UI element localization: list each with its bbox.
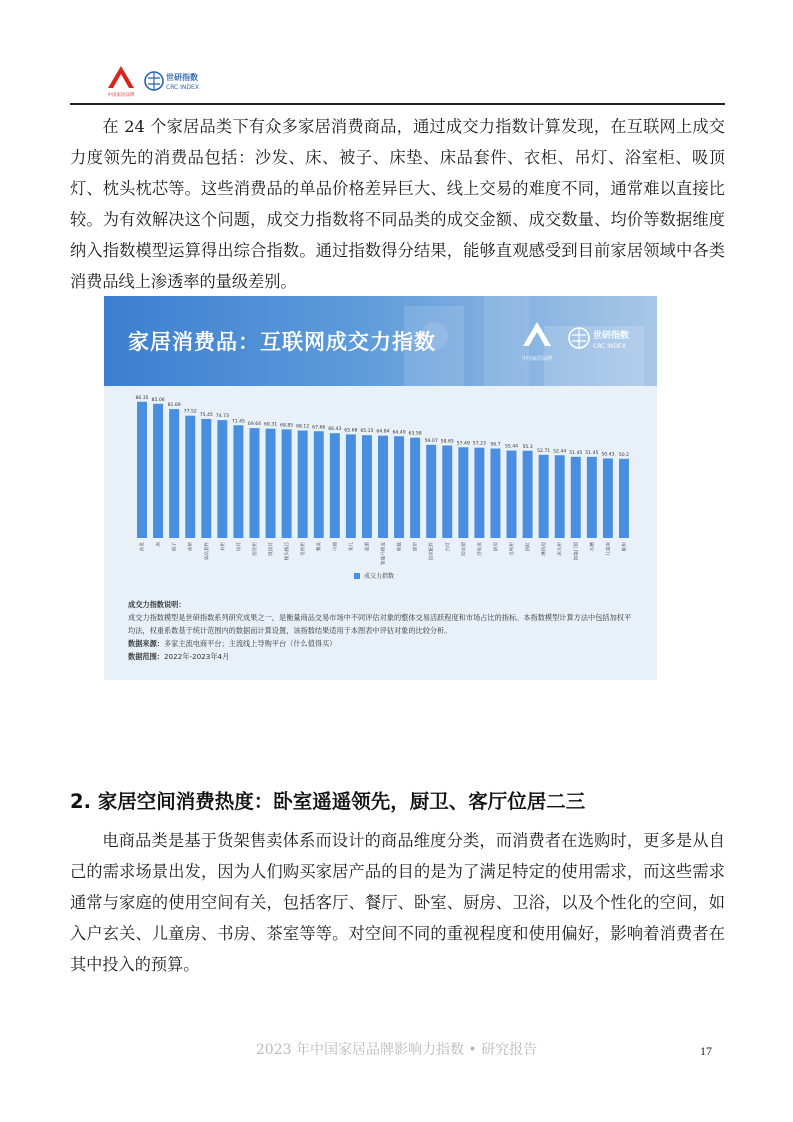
- bar: [394, 436, 404, 538]
- category-tick-label: 鞋柜: [622, 542, 628, 552]
- category-tick-label: 床: [156, 542, 162, 547]
- category-tick-label: 花洒: [365, 542, 371, 552]
- bar: [442, 445, 452, 538]
- bar: [458, 447, 468, 538]
- bar-value-label: 50.2: [618, 452, 630, 458]
- bar-value-label: 65.68: [344, 428, 358, 434]
- section-heading: 2. 家居空间消费热度：卧室遥遥领先，厨卫、客厅位居二三: [70, 790, 586, 813]
- logo-right-sub: CRC INDEX: [166, 84, 199, 91]
- category-tick-label: 电视柜: [510, 542, 516, 556]
- bar-value-label: 57.49: [456, 441, 470, 447]
- bar-value-label: 55.3: [522, 444, 533, 450]
- bar-value-label: 74.73: [215, 414, 229, 420]
- bar-value-label: 75.45: [199, 412, 213, 418]
- bar: [185, 416, 195, 538]
- chart-title: 家居消费品：互联网成交力指数: [128, 330, 436, 354]
- bar: [250, 428, 260, 538]
- category-tick-label: 餐桌: [317, 542, 323, 552]
- bar-value-label: 85.06: [151, 397, 165, 403]
- bar: [603, 458, 613, 538]
- bar-value-label: 52.44: [553, 449, 567, 455]
- bar: [523, 451, 533, 538]
- bar: [153, 404, 163, 538]
- note-label: 成交力指数说明：: [128, 600, 186, 609]
- section-paragraph: 电商品类是基于货架售卖体系而设计的商品维度分类，而消费者在选购时，更多是从自己的需求场景出发，因为人们购买家居产品的目的是为了满足特定的使用需求，而这些需求通常与家庭的使用空间有关，包括客厅、餐厅、卧室、厨房、卫浴，以及个性化的空间，如入户玄关、儿童房、书房、茶室等等。对空间不同的重视程度和使用偏好，影响着消费者在其中投入的预算。: [70, 831, 725, 974]
- bar-value-label: 56.7: [490, 442, 501, 448]
- banner-logo-right-text: 世研指数: [593, 331, 630, 341]
- bar: [298, 431, 308, 538]
- category-tick-label: 电视柜: [301, 542, 307, 556]
- category-tick-label: 沙发: [140, 542, 146, 552]
- legend-swatch: [354, 573, 360, 579]
- bar: [201, 419, 211, 538]
- bar: [169, 409, 179, 538]
- bar: [426, 445, 436, 538]
- category-tick-label: 窗帘: [413, 542, 419, 552]
- bar-value-label: 64.49: [392, 430, 406, 436]
- bar-value-label: 57.23: [472, 441, 486, 447]
- legend-label: 成交力指数: [364, 573, 395, 580]
- banner-logos: [517, 318, 637, 366]
- bar: [571, 457, 581, 538]
- chart-figure: [104, 296, 657, 680]
- bar: [587, 457, 597, 538]
- bar-value-label: 58.65: [440, 439, 454, 445]
- bar: [378, 436, 388, 538]
- bar-value-label: 50.43: [601, 452, 615, 458]
- bar: [362, 435, 372, 538]
- bar-value-label: 71.45: [231, 419, 245, 425]
- category-tick-label: 地毯: [397, 542, 403, 552]
- bar: [619, 459, 629, 538]
- bar-value-label: 66.43: [328, 427, 342, 433]
- banner-logo-left-text: 中国家居品牌: [521, 356, 553, 362]
- range-text: 2022年-2023年4月: [163, 652, 230, 661]
- chart-banner: [104, 296, 657, 386]
- header-rule: [70, 103, 725, 105]
- category-tick-label: 床品套件: [204, 542, 210, 561]
- footer-report-title: 2023 年中国家居品牌影响力指数 • 研究报告: [255, 1042, 538, 1058]
- category-tick-label: 浴缸: [526, 542, 532, 552]
- logo-right-text: 世研指数: [166, 73, 198, 82]
- category-tick-label: 智能门锁: [574, 542, 580, 561]
- bar-value-label: 77.52: [183, 409, 197, 415]
- crc-index-logo: [144, 68, 214, 94]
- category-tick-label: 浴室配件: [429, 542, 435, 561]
- logo-left-text: 中国家居品牌: [107, 93, 135, 98]
- bar: [266, 429, 276, 538]
- category-tick-label: 床垫: [188, 542, 194, 552]
- bar-value-label: 68.85: [280, 423, 294, 429]
- bar-value-label: 51.45: [569, 450, 583, 456]
- bar: [330, 433, 340, 538]
- category-tick-label: 吊灯: [236, 542, 242, 552]
- category-tick-label: 沙发床: [477, 542, 483, 556]
- bar-value-label: 86.35: [135, 395, 149, 401]
- bar: [410, 438, 420, 538]
- bar-value-label: 63.58: [408, 431, 422, 437]
- category-tick-label: 床头柜: [558, 542, 564, 556]
- source-text: 多家主流电商平台；主流线上导购平台（什么值得买）: [163, 639, 337, 648]
- category-tick-label: 衣柜: [220, 542, 226, 552]
- bar: [346, 434, 356, 538]
- category-tick-label: 厨房: [493, 542, 499, 552]
- category-tick-label: 被子: [172, 542, 178, 552]
- bar-value-label: 52.71: [537, 448, 551, 454]
- bar-chart: [104, 386, 657, 596]
- bar: [490, 449, 500, 538]
- bar: [314, 431, 324, 538]
- bar-value-label: 59.07: [424, 438, 438, 444]
- note-range: [128, 650, 638, 663]
- category-tick-label: 淋浴房: [542, 542, 548, 556]
- source-label: 数据来源：: [128, 639, 164, 648]
- banner-logo-right-sub: CRC INDEX: [593, 343, 626, 350]
- intro-paragraph: 在 24 个家居品类下有众多家居消费商品，通过成交力指数计算发现，在互联网上成交力度领先的消费品包括：沙发、床、被子、床垫、床品套件、衣柜、吊灯、浴室柜、吸顶灯、枕头枕芯等。这些消费品的单品价格差异巨大、线上交易的难度不同，通常难以直接比较。为有效解决这个问题，成交力指数将不同品类的成交金额、成交数量、均价等数据维度纳入指数模型运算得出综合指数。通过指数得分结果，能够直观感受到目前家居领域中各类消费品线上渗透率的量级差别。: [70, 117, 725, 291]
- range-label: 数据范围：: [128, 652, 164, 661]
- category-tick-label: 水槽: [590, 542, 596, 552]
- zhongguo-brand-logo: [104, 64, 138, 98]
- category-tick-label: 吸顶灯: [269, 542, 275, 556]
- category-tick-label: 智能马桶盖: [381, 542, 387, 565]
- page-number: 17: [700, 1044, 712, 1058]
- chart-notes: [128, 598, 638, 663]
- category-tick-label: 枕头枕芯: [285, 542, 291, 561]
- note-source: [128, 637, 638, 650]
- note-text: 成交力指数模型是世研指数系列研究成果之一，是衡量商品交易市场中不同评估对象的整体交易活跃程度和市场占比的指标。本指数模型计算方法中包括加权平均法，权重系数基于统计范围内的数据而计算设置，该指数结果适用于本图表中评估对象的比较分析。: [128, 613, 632, 635]
- bar-value-label: 65.15: [360, 429, 374, 435]
- bar-value-label: 64.84: [376, 429, 390, 435]
- category-tick-label: 台灯: [445, 542, 451, 552]
- bar-value-label: 69.31: [263, 422, 278, 428]
- bar: [233, 425, 243, 538]
- bar-value-label: 51.45: [585, 450, 599, 456]
- category-tick-label: 马桶: [333, 542, 339, 552]
- bar-value-label: 69.64: [247, 422, 262, 428]
- bar-value-label: 67.66: [312, 425, 326, 431]
- bar-value-label: 68.12: [296, 424, 310, 430]
- bar: [474, 448, 484, 538]
- bar-value-label: 81.69: [167, 403, 181, 409]
- category-tick-label: 浴室柜: [252, 542, 258, 556]
- bar: [555, 455, 565, 538]
- bar: [217, 420, 227, 538]
- note-desc: [128, 598, 638, 611]
- category-tick-label: 晾衣架: [461, 542, 467, 556]
- bar-value-label: 55.44: [504, 444, 519, 450]
- bar: [137, 402, 147, 538]
- bar: [539, 455, 549, 538]
- category-tick-label: 儿童床: [606, 542, 612, 556]
- category-tick-label: 茶几: [349, 542, 355, 552]
- bar: [282, 429, 292, 538]
- bar: [507, 451, 517, 538]
